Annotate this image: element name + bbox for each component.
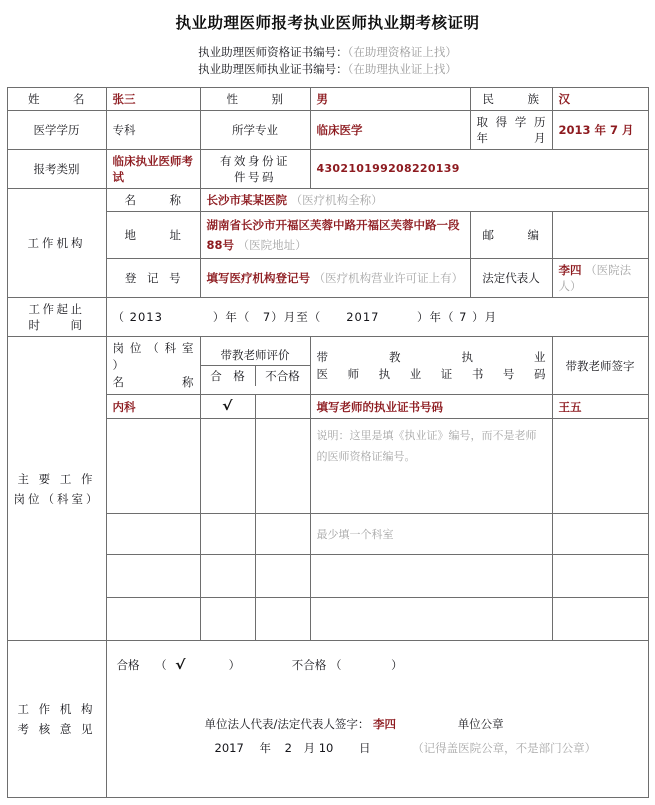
exam-category-value[interactable]: 临床执业医师考试 xyxy=(106,150,200,189)
opinion-fail-label: 不合格 xyxy=(291,658,327,672)
name-value[interactable]: 张三 xyxy=(106,88,200,111)
opinion-cell xyxy=(106,641,648,798)
certificate-number-block xyxy=(0,44,655,78)
post-pass-mark[interactable] xyxy=(200,555,255,598)
table-row-institution-name xyxy=(7,189,648,212)
assistant-practice-cert-line xyxy=(0,61,655,78)
table-row-exam-category xyxy=(7,150,648,189)
institution-address-cell[interactable] xyxy=(200,212,470,259)
assistant-qualification-cert-line xyxy=(0,44,655,61)
post-sign-value[interactable] xyxy=(552,419,648,514)
institution-name-hint: （医疗机构全称） xyxy=(290,193,383,207)
evaluation-header-title: 带教老师评价 xyxy=(201,345,310,366)
opinion-date-year-unit: 年 xyxy=(259,741,271,755)
opinion-seal-hint: （记得盖医院公章，不是部门公章） xyxy=(412,741,597,755)
name-label: 姓 名 xyxy=(7,88,106,111)
assistant-qualification-cert-hint: （在助理资格证上找） xyxy=(347,45,457,59)
opinion-row-label xyxy=(7,641,106,798)
opinion-sign-value[interactable]: 李四 xyxy=(373,717,397,731)
registration-cell[interactable] xyxy=(200,259,470,298)
zip-value[interactable] xyxy=(552,212,648,259)
opinion-signature-line xyxy=(117,716,638,732)
check-icon: √ xyxy=(222,399,233,414)
table-row-education xyxy=(7,111,648,150)
zip-label: 邮 编 xyxy=(470,212,552,259)
post-fail-mark[interactable] xyxy=(255,395,310,419)
assistant-qualification-cert-label: 执业助理医师资格证书编号： xyxy=(198,45,348,59)
major-value[interactable]: 临床医学 xyxy=(310,111,470,150)
opinion-fail-open: （ xyxy=(329,658,342,672)
ethnicity-value[interactable]: 汉 xyxy=(552,88,648,111)
legal-rep-value: 李四 xyxy=(558,263,582,277)
work-period-value[interactable]: （ 2013 ）年（ 7）月至（ 2017 ）年（ 7 ）月 xyxy=(106,298,648,337)
post-pass-mark[interactable] xyxy=(200,395,255,419)
opinion-fail-close: ） xyxy=(391,658,403,672)
opinion-pass-open: （ xyxy=(155,658,167,672)
institution-name-value: 长沙市某某医院 xyxy=(206,193,287,207)
degree-date-label-line1: 取 得 学 历 xyxy=(476,115,546,129)
posts-row-label-line1: 主 要 工 作 xyxy=(17,471,96,486)
degree-date-label xyxy=(470,111,552,150)
evaluation-pass-header: 合 格 xyxy=(201,366,256,386)
post-name-value[interactable] xyxy=(106,598,200,641)
legal-rep-hint: （医院法人） xyxy=(558,263,632,293)
id-type-label-line2: 件号码 xyxy=(234,170,276,184)
evaluation-header-group xyxy=(200,337,310,395)
posts-row-label xyxy=(7,337,106,641)
registration-value: 填写医疗机构登记号 xyxy=(206,270,310,285)
opinion-pass-label: 合格 xyxy=(116,658,140,672)
page-title: 执业助理医师报考执业医师执业期考核证明 xyxy=(175,14,480,32)
opinion-row-label-line2: 考 核 意 见 xyxy=(17,722,96,736)
registration-label: 登 记 号 xyxy=(106,259,200,298)
post-sign-value[interactable] xyxy=(552,598,648,641)
table-row-opinion xyxy=(7,641,648,798)
post-name-header-line2: 名 称 xyxy=(112,375,194,389)
tutor-cert-header xyxy=(310,337,552,395)
opinion-date-month[interactable]: 2 xyxy=(284,741,292,755)
opinion-date-line xyxy=(117,740,638,756)
post-name-value[interactable]: 内科 xyxy=(106,395,200,419)
opinion-pass-close: ） xyxy=(228,658,241,672)
tutor-signature-header: 带教老师签字 xyxy=(552,337,648,395)
post-name-value[interactable] xyxy=(106,419,200,514)
tutor-cert-header-line2: 医 师 执 业 证 书 号 码 xyxy=(316,366,546,381)
education-value[interactable]: 专科 xyxy=(106,111,200,150)
table-row-basic-identity xyxy=(7,88,648,111)
legal-rep-label: 法定代表人 xyxy=(470,259,552,298)
posts-row-label-line2: 岗位（科室） xyxy=(13,491,101,506)
institution-address-label: 地 址 xyxy=(106,212,200,259)
post-name-header xyxy=(106,337,200,395)
work-period-label xyxy=(7,298,106,337)
institution-address-hint: （医院地址） xyxy=(237,238,307,252)
table-row-posts-header xyxy=(7,337,648,395)
work-period-label-line1: 工作起止 xyxy=(28,302,85,316)
post-pass-mark[interactable] xyxy=(200,598,255,641)
ethnicity-label: 民 族 xyxy=(470,88,552,111)
education-label: 医学学历 xyxy=(7,111,106,150)
tutor-cert-header-line1: 带 教 执 业 xyxy=(316,349,546,364)
post-fail-mark[interactable] xyxy=(255,555,310,598)
post-cert-value[interactable] xyxy=(310,598,552,641)
post-fail-mark[interactable] xyxy=(255,598,310,641)
major-label: 所学专业 xyxy=(200,111,310,150)
assistant-practice-cert-hint: （在助理执业证上找） xyxy=(347,62,457,76)
assistant-practice-cert-label: 执业助理医师执业证书编号： xyxy=(198,62,348,76)
table-row-work-period xyxy=(7,298,648,337)
opinion-sign-label: 单位法人代表/法定代表人签字： xyxy=(204,717,370,731)
post-pass-mark[interactable] xyxy=(200,419,255,514)
institution-name-cell[interactable] xyxy=(200,189,648,212)
post-fail-mark[interactable] xyxy=(255,419,310,514)
gender-label: 性 别 xyxy=(200,88,310,111)
post-sign-value[interactable] xyxy=(552,514,648,555)
evaluation-fail-header: 不合格 xyxy=(265,369,300,383)
id-type-label-line1: 有效身份证 xyxy=(220,154,290,168)
institution-name-label: 名 称 xyxy=(106,189,200,212)
registration-hint: （医疗机构营业许可证上有） xyxy=(313,270,464,285)
degree-date-label-line2: 年 月 xyxy=(476,131,546,145)
institution-address-value: 湖南省长沙市开福区芙蓉中路开福区芙蓉中路一段88号 xyxy=(206,218,460,252)
post-sign-value[interactable] xyxy=(552,555,648,598)
post-name-value[interactable] xyxy=(106,555,200,598)
institution-row-label: 工作机构 xyxy=(7,189,106,298)
post-name-value[interactable] xyxy=(106,514,200,555)
post-cert-value[interactable] xyxy=(310,555,552,598)
post-name-header-line1: 岗 位 （ 科 室 ） xyxy=(112,341,194,372)
gender-value[interactable]: 男 xyxy=(310,88,470,111)
post-cert-value[interactable]: 填写老师的执业证书号码 xyxy=(310,395,552,419)
opinion-date-day[interactable]: 10 xyxy=(318,741,334,755)
id-type-label xyxy=(200,150,310,189)
post-cert-note: 说明：这里是填《执业证》编号，而不是老师的医师资格证编号。 xyxy=(310,419,552,514)
post-cert-note: 最少填一个科室 xyxy=(310,514,552,555)
post-fail-mark[interactable] xyxy=(255,514,310,555)
post-sign-value[interactable]: 王五 xyxy=(552,395,648,419)
certificate-form-table xyxy=(7,87,649,798)
exam-category-label: 报考类别 xyxy=(7,150,106,189)
opinion-result-line xyxy=(117,657,638,674)
opinion-date-month-unit: 月 xyxy=(303,741,316,755)
opinion-seal-label: 单位公章 xyxy=(457,717,504,731)
opinion-date-year[interactable]: 2017 xyxy=(214,741,244,755)
opinion-row-label-line1: 工 作 机 构 xyxy=(17,702,96,716)
post-pass-mark[interactable] xyxy=(200,514,255,555)
id-number-value[interactable]: 430210199208220139 xyxy=(310,150,648,189)
legal-rep-cell[interactable] xyxy=(552,259,648,298)
work-period-label-line2: 时 间 xyxy=(28,318,85,332)
check-icon: √ xyxy=(175,658,186,673)
opinion-date-day-unit: 日 xyxy=(359,741,371,755)
degree-date-value[interactable]: 2013 年 7 月 xyxy=(552,111,648,150)
